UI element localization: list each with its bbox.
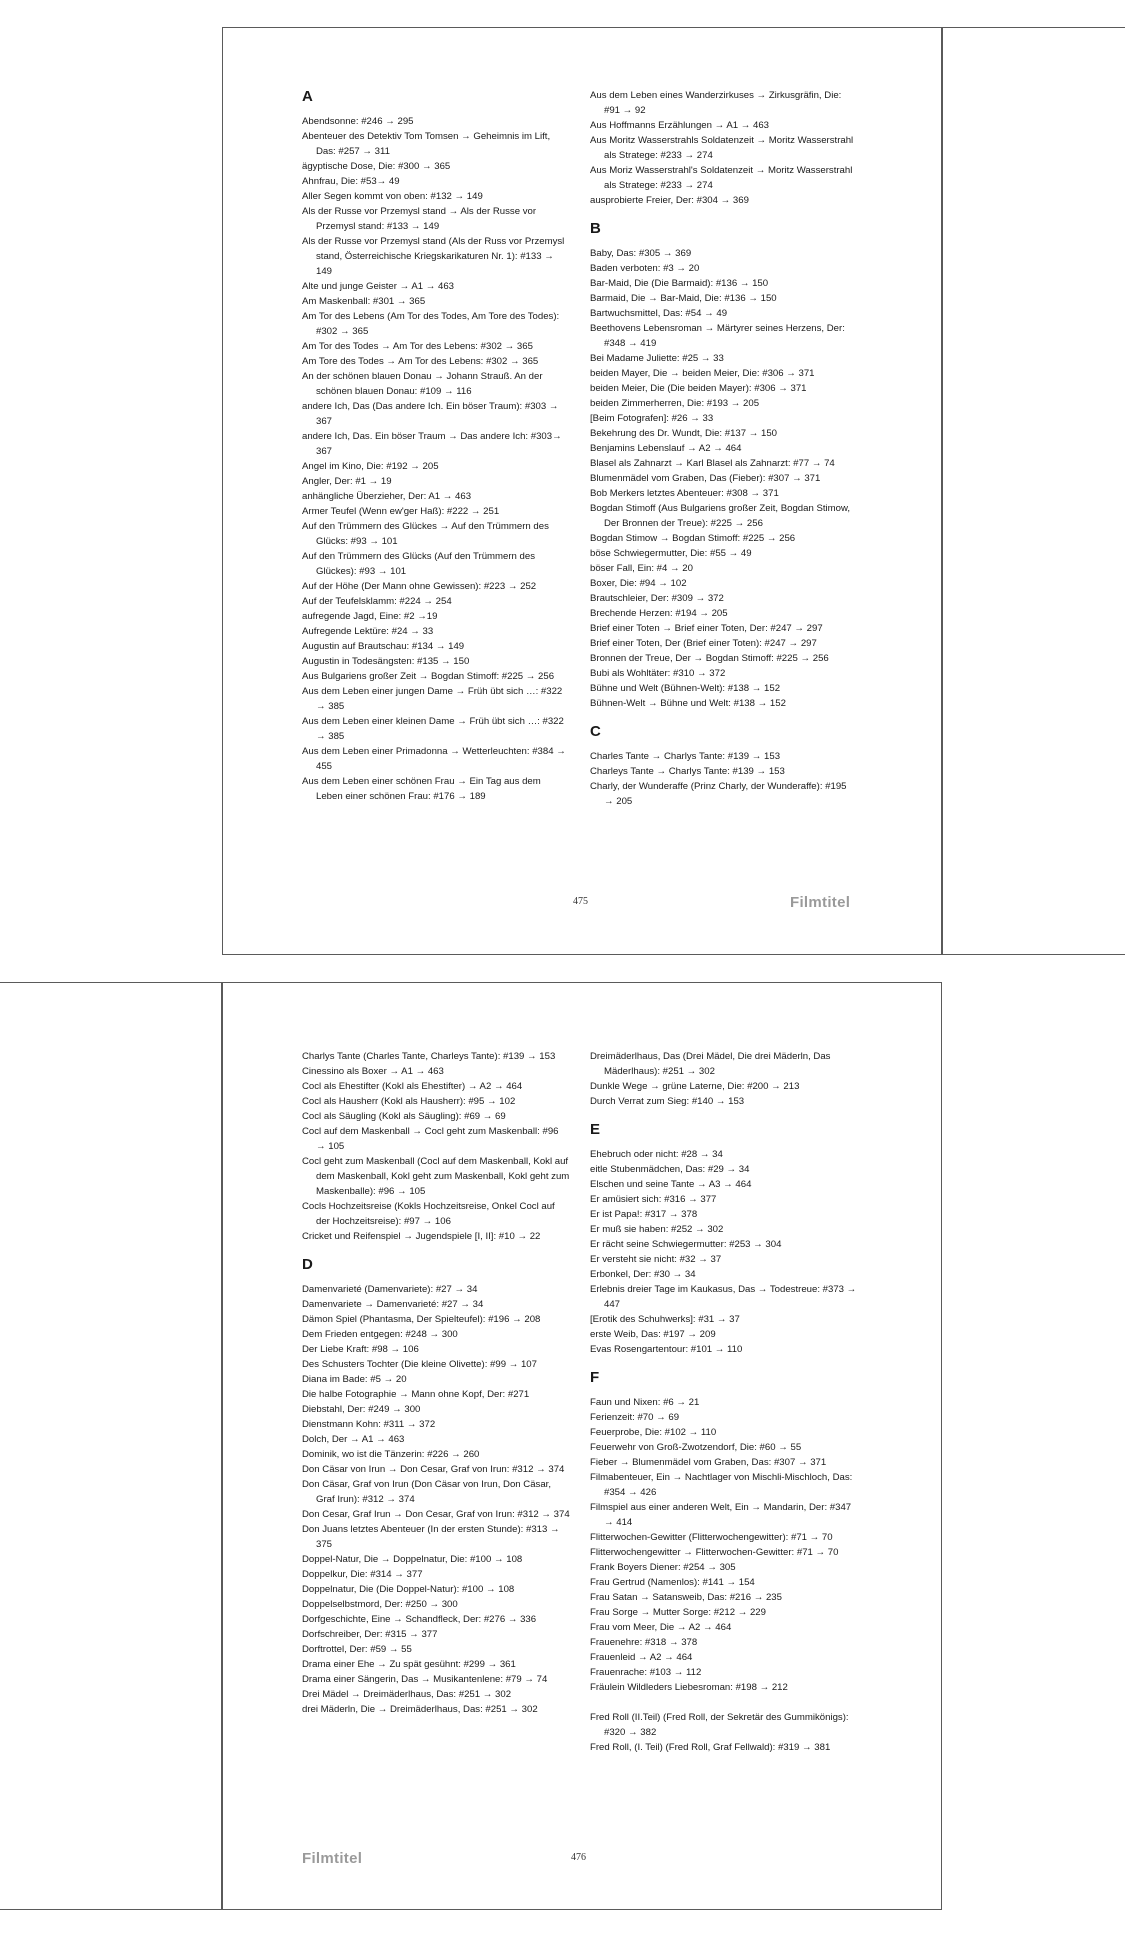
index-entry: Feuerprobe, Die: #102 → 110 — [590, 1427, 717, 1438]
index-entry: Doppelkur, Die: #314 → 377 — [302, 1569, 423, 1580]
index-entry: Frau Sorge → Mutter Sorge: #212 → 229 — [590, 1607, 766, 1618]
index-entry: Cocl als Säugling (Kokl als Säugling): #69 → 69 — [302, 1111, 506, 1122]
index-entry: Don Cesar, Graf Irun → Don Cesar, Graf von Irun: #312 → 374 — [302, 1509, 570, 1520]
index-entry: Brief einer Toten, Der (Brief einer Toten): #247 → 297 — [590, 638, 817, 649]
index-entry: Drama einer Sängerin, Das → Musikantenlene: #79 → 74 — [302, 1674, 548, 1685]
index-entry: Frau vom Meer, Die → A2 → 464 — [590, 1622, 732, 1633]
index-entry: Er muß sie haben: #252 → 302 — [590, 1224, 724, 1235]
index-entry: Cocls Hochzeitsreise (Kokls Hochzeitsreise, Onkel Cocl auf der Hochzeitsreise): #97 → 106 — [302, 1201, 555, 1227]
index-entry: Bühne und Welt (Bühnen-Welt): #138 → 152 — [590, 683, 781, 694]
index-entry: Cinessino als Boxer → A1 → 463 — [302, 1066, 444, 1077]
index-entry: Erlebnis dreier Tage im Kaukasus, Das → Todestreue: #373 → 447 — [590, 1284, 857, 1310]
index-entry: Aufregende Lektüre: #24 → 33 — [302, 626, 434, 637]
index-entry: Blasel als Zahnarzt → Karl Blasel als Zahnarzt: #77 → 74 — [590, 458, 835, 469]
index-entry: Feuerwehr von Groß-Zwotzendorf, Die: #60 → 55 — [590, 1442, 802, 1453]
index-entry: Am Tore des Todes → Am Tor des Lebens: #302 → 365 — [302, 356, 539, 367]
section-letter: C — [590, 723, 601, 740]
index-entry: Dolch, Der → A1 → 463 — [302, 1434, 405, 1445]
index-entry: beiden Meier, Die (Die beiden Mayer): #306 → 371 — [590, 383, 807, 394]
index-entry: erste Weib, Das: #197 → 209 — [590, 1329, 716, 1340]
index-entry: Filmabenteuer, Ein → Nachtlager von Mischli-Mischloch, Das: #354 → 426 — [590, 1472, 853, 1498]
index-entry: Evas Rosengartentour: #101 → 110 — [590, 1344, 743, 1355]
page-475-column-2 — [590, 88, 858, 809]
index-entry: Fräulein Wildleders Liebesroman: #198 → 212 — [590, 1682, 788, 1693]
index-entry: Dämon Spiel (Phantasma, Der Spielteufel): #196 → 208 — [302, 1314, 541, 1325]
index-entry: Der Liebe Kraft: #98 → 106 — [302, 1344, 419, 1355]
running-head: Filmtitel — [302, 1850, 363, 1867]
index-entry: Bogdan Stimoff (Aus Bulgariens großer Zeit, Bogdan Stimow, Der Bronnen der Treue): #225 → 256 — [590, 503, 851, 529]
index-entry: Dorfgeschichte, Eine → Schandfleck, Der: #276 → 336 — [302, 1614, 537, 1625]
index-entry: Diana im Bade: #5 → 20 — [302, 1374, 407, 1385]
index-entry: böser Fall, Ein: #4 → 20 — [590, 563, 693, 574]
index-entry: Drei Mädel → Dreimäderlhaus, Das: #251 → 302 — [302, 1689, 512, 1700]
index-entry: [Erotik des Schuhwerks]: #31 → 37 — [590, 1314, 740, 1325]
index-entry: Er amüsiert sich: #316 → 377 — [590, 1194, 717, 1205]
index-entry: Aus Moritz Wasserstrahls Soldatenzeit → Moritz Wasserstrahl als Stratege: #233 → 274 — [590, 135, 854, 161]
index-entry: Frank Boyers Diener: #254 → 305 — [590, 1562, 736, 1573]
index-entry: Filmspiel aus einer anderen Welt, Ein → Mandarin, Der: #347 → 414 — [590, 1502, 852, 1528]
index-entry: Bartwuchsmittel, Das: #54 → 49 — [590, 308, 728, 319]
index-entry: Bob Merkers letztes Abenteuer: #308 → 371 — [590, 488, 779, 499]
index-entry: Am Tor des Todes → Am Tor des Lebens: #302 → 365 — [302, 341, 533, 352]
index-entry: Angel im Kino, Die: #192 → 205 — [302, 461, 439, 472]
index-entry: andere Ich, Das. Ein böser Traum → Das andere Ich: #303→ 367 — [302, 431, 562, 457]
index-entry: ägyptische Dose, Die: #300 → 365 — [302, 161, 451, 172]
page-476-left-neighbor-frame — [0, 982, 222, 1910]
index-entry: Brautschleier, Der: #309 → 372 — [590, 593, 724, 604]
index-entry: Fred Roll, (I. Teil) (Fred Roll, Graf Fellwald): #319 → 381 — [590, 1742, 831, 1753]
index-entry: Dorftrottel, Der: #59 → 55 — [302, 1644, 412, 1655]
index-entry: ausprobierte Freier, Der: #304 → 369 — [590, 195, 749, 206]
index-entry: Beethovens Lebensroman → Märtyrer seines Herzens, Der: #348 → 419 — [590, 323, 845, 349]
index-entry: Aus Bulgariens großer Zeit → Bogdan Stimoff: #225 → 256 — [302, 671, 555, 682]
index-entry: Frauenleid → A2 → 464 — [590, 1652, 693, 1663]
index-entry: Armer Teufel (Wenn ew'ger Haß): #222 → 251 — [302, 506, 500, 517]
index-entry: Drama einer Ehe → Zu spät gesühnt: #299 → 361 — [302, 1659, 516, 1670]
index-entry: Boxer, Die: #94 → 102 — [590, 578, 687, 589]
section-letter: E — [590, 1121, 601, 1138]
index-entry: Augustin auf Brautschau: #134 → 149 — [302, 641, 465, 652]
index-entry: Cocl als Hausherr (Kokl als Hausherr): #95 → 102 — [302, 1096, 516, 1107]
index-entry: drei Mäderln, Die → Dreimäderlhaus, Das: #251 → 302 — [302, 1704, 538, 1715]
page-number: 475 — [573, 896, 588, 907]
index-entry: Doppel-Natur, Die → Doppelnatur, Die: #100 → 108 — [302, 1554, 523, 1565]
index-entry: Diebstahl, Der: #249 → 300 — [302, 1404, 421, 1415]
index-entry: Bühnen-Welt → Bühne und Welt: #138 → 152 — [590, 698, 786, 709]
index-entry: Bubi als Wohltäter: #310 → 372 — [590, 668, 726, 679]
index-entry: Bekehrung des Dr. Wundt, Die: #137 → 150 — [590, 428, 778, 439]
index-entry: Dreimäderlhaus, Das (Drei Mädel, Die drei Mäderln, Das Mäderlhaus): #251 → 302 — [590, 1051, 831, 1077]
index-entry: Benjamins Lebenslauf → A2 → 464 — [590, 443, 742, 454]
index-entry: An der schönen blauen Donau → Johann Strauß. An der schönen blauen Donau: #109 → 116 — [302, 371, 543, 397]
index-entry: Auf den Trümmern des Glückes → Auf den Trümmern des Glücks: #93 → 101 — [302, 521, 549, 547]
index-entry: Ferienzeit: #70 → 69 — [590, 1412, 680, 1423]
index-entry: Elschen und seine Tante → A3 → 464 — [590, 1179, 752, 1190]
index-entry: Als der Russe vor Przemysl stand (Als der Russ vor Przemysl stand, Österreichische Kriegskarikaturen Nr. 1): #133 → 149 — [302, 236, 565, 277]
index-entry: Flitterwochen-Gewitter (Flitterwochengewitter): #71 → 70 — [590, 1532, 833, 1543]
index-entry: Dorfschreiber, Der: #315 → 377 — [302, 1629, 438, 1640]
index-entry: Aller Segen kommt von oben: #132 → 149 — [302, 191, 483, 202]
index-entry: aufregende Jagd, Eine: #2 →19 — [302, 611, 438, 622]
index-entry: Frauenehre: #318 → 378 — [590, 1637, 698, 1648]
index-entry: Charly, der Wunderaffe (Prinz Charly, der Wunderaffe): #195 → 205 — [590, 781, 847, 807]
index-entry: Aus dem Leben einer kleinen Dame → Früh übt sich …: #322 → 385 — [302, 716, 564, 742]
index-entry: Am Maskenball: #301 → 365 — [302, 296, 426, 307]
index-entry: Erbonkel, Der: #30 → 34 — [590, 1269, 696, 1280]
index-entry: Alte und junge Geister → A1 → 463 — [302, 281, 454, 292]
index-entry: Dominik, wo ist die Tänzerin: #226 → 260 — [302, 1449, 480, 1460]
index-entry: Dunkle Wege → grüne Laterne, Die: #200 → 213 — [590, 1081, 800, 1092]
page-475 — [302, 88, 902, 848]
index-entry: Cocl auf dem Maskenball → Cocl geht zum Maskenball: #96 → 105 — [302, 1126, 559, 1152]
index-entry: böse Schwiegermutter, Die: #55 → 49 — [590, 548, 752, 559]
index-entry: Abendsonne: #246 → 295 — [302, 116, 414, 127]
index-entry: andere Ich, Das (Das andere Ich. Ein böser Traum): #303 → 367 — [302, 401, 559, 427]
index-entry: Er rächt seine Schwiegermutter: #253 → 304 — [590, 1239, 782, 1250]
running-head: Filmtitel — [790, 894, 851, 911]
page-476 — [302, 1049, 902, 1809]
index-entry: Don Cäsar von Irun → Don Cesar, Graf von Irun: #312 → 374 — [302, 1464, 565, 1475]
index-entry: Ehebruch oder nicht: #28 → 34 — [590, 1149, 723, 1160]
index-entry: Frau Gertrud (Namenlos): #141 → 154 — [590, 1577, 755, 1588]
page-475-right-neighbor-frame — [942, 27, 1125, 955]
index-entry: Dienstmann Kohn: #311 → 372 — [302, 1419, 436, 1430]
index-entry: Er versteht sie nicht: #32 → 37 — [590, 1254, 722, 1265]
index-entry: Abenteuer des Detektiv Tom Tomsen → Geheimnis im Lift, Das: #257 → 311 — [302, 131, 551, 157]
section-letter: F — [590, 1369, 600, 1386]
index-entry: [Beim Fotografen]: #26 → 33 — [590, 413, 714, 424]
index-entry: Barmaid, Die → Bar-Maid, Die: #136 → 150 — [590, 293, 777, 304]
index-entry: Bar-Maid, Die (Die Barmaid): #136 → 150 — [590, 278, 769, 289]
index-entry: Damenvarieté (Damenvariete): #27 → 34 — [302, 1284, 478, 1295]
index-entry: Charles Tante → Charlys Tante: #139 → 153 — [590, 751, 781, 762]
index-entry: Cocl als Ehestifter (Kokl als Ehestifter) → A2 → 464 — [302, 1081, 523, 1092]
index-entry: Des Schusters Tochter (Die kleine Olivette): #99 → 107 — [302, 1359, 537, 1370]
index-entry: Don Cäsar, Graf von Irun (Don Cäsar von Irun, Don Cäsar, Graf Irun): #312 → 374 — [302, 1479, 552, 1505]
index-entry: Durch Verrat zum Sieg: #140 → 153 — [590, 1096, 745, 1107]
index-entry: Frauenrache: #103 → 112 — [590, 1667, 702, 1678]
index-entry: Angler, Der: #1 → 19 — [302, 476, 392, 487]
index-entry: beiden Zimmerherren, Die: #193 → 205 — [590, 398, 760, 409]
index-entry: Am Tor des Lebens (Am Tor des Todes, Am Tore des Todes): #302 → 365 — [302, 311, 560, 337]
index-entry: Die halbe Fotographie → Mann ohne Kopf, Der: #271 — [302, 1389, 530, 1400]
index-entry: Aus dem Leben eines Wanderzirkuses → Zirkusgräfin, Die: #91 → 92 — [590, 90, 842, 116]
index-entry: Auf der Teufelsklamm: #224 → 254 — [302, 596, 452, 607]
page-476-column-2 — [590, 1049, 858, 1755]
section-letter: A — [302, 88, 313, 105]
index-entry: Fieber → Blumenmädel vom Graben, Das: #307 → 371 — [590, 1457, 827, 1468]
index-entry: Fred Roll (II.Teil) (Fred Roll, der Sekretär des Gummikönigs): #320 → 382 — [590, 1712, 849, 1738]
index-entry: Aus Hoffmanns Erzählungen → A1 → 463 — [590, 120, 770, 131]
index-entry: beiden Mayer, Die → beiden Meier, Die: #306 → 371 — [590, 368, 815, 379]
index-entry: Cocl geht zum Maskenball (Cocl auf dem Maskenball, Kokl auf dem Maskenball, Kokl geht zum Maskenball, Kokl geht zum Maskenballe): #96 → 105 — [302, 1156, 570, 1197]
index-entry: Bogdan Stimow → Bogdan Stimoff: #225 → 256 — [590, 533, 796, 544]
index-entry: Auf der Höhe (Der Mann ohne Gewissen): #223 → 252 — [302, 581, 537, 592]
index-entry: Er ist Papa!: #317 → 378 — [590, 1209, 698, 1220]
index-entry: Bei Madame Juliette: #25 → 33 — [590, 353, 724, 364]
page-476-column-1 — [302, 1049, 570, 1717]
index-entry: Als der Russe vor Przemysl stand → Als der Russe vor Przemysl stand: #133 → 149 — [302, 206, 537, 232]
index-entry: Aus dem Leben einer jungen Dame → Früh übt sich …: #322 → 385 — [302, 686, 563, 712]
section-letter: B — [590, 220, 601, 237]
index-entry: Don Juans letztes Abenteuer (In der ersten Stunde): #313 → 375 — [302, 1524, 560, 1550]
index-entry: Cricket und Reifenspiel → Jugendspiele [I, II]: #10 → 22 — [302, 1231, 541, 1242]
index-entry: Doppelnatur, Die (Die Doppel-Natur): #100 → 108 — [302, 1584, 515, 1595]
page-number: 476 — [571, 1852, 586, 1863]
index-entry: Aus Moriz Wasserstrahl's Soldatenzeit → Moritz Wasserstrahl als Stratege: #233 → 274 — [590, 165, 853, 191]
index-entry: Brechende Herzen: #194 → 205 — [590, 608, 728, 619]
index-entry: Bronnen der Treue, Der → Bogdan Stimoff: #225 → 256 — [590, 653, 829, 664]
index-entry: Dem Frieden entgegen: #248 → 300 — [302, 1329, 458, 1340]
index-entry: Flitterwochengewitter → Flitterwochen-Gewitter: #71 → 70 — [590, 1547, 839, 1558]
index-entry: anhängliche Überzieher, Der: A1 → 463 — [302, 491, 472, 502]
index-entry: Ahnfrau, Die: #53→ 49 — [302, 176, 400, 187]
page-475-column-1 — [302, 88, 570, 804]
index-entry: Damenvariete → Damenvarieté: #27 → 34 — [302, 1299, 484, 1310]
index-entry: Aus dem Leben einer schönen Frau → Ein Tag aus dem Leben einer schönen Frau: #176 → 189 — [302, 776, 541, 802]
index-entry: Aus dem Leben einer Primadonna → Wetterleuchten: #384 → 455 — [302, 746, 566, 772]
index-entry: Baby, Das: #305 → 369 — [590, 248, 692, 259]
index-entry: Charleys Tante → Charlys Tante: #139 → 153 — [590, 766, 785, 777]
index-entry: eitle Stubenmädchen, Das: #29 → 34 — [590, 1164, 750, 1175]
index-entry: Charlys Tante (Charles Tante, Charleys Tante): #139 → 153 — [302, 1051, 556, 1062]
index-entry: Faun und Nixen: #6 → 21 — [590, 1397, 700, 1408]
index-entry: Blumenmädel vom Graben, Das (Fieber): #307 → 371 — [590, 473, 821, 484]
index-entry: Doppelselbstmord, Der: #250 → 300 — [302, 1599, 458, 1610]
index-entry: Brief einer Toten → Brief einer Toten, Der: #247 → 297 — [590, 623, 823, 634]
index-entry: Auf den Trümmern des Glücks (Auf den Trümmern des Glückes): #93 → 101 — [302, 551, 536, 577]
section-letter: D — [302, 1256, 313, 1273]
index-entry: Augustin in Todesängsten: #135 → 150 — [302, 656, 470, 667]
index-entry: Baden verboten: #3 → 20 — [590, 263, 700, 274]
index-entry: Frau Satan → Satansweib, Das: #216 → 235 — [590, 1592, 782, 1603]
